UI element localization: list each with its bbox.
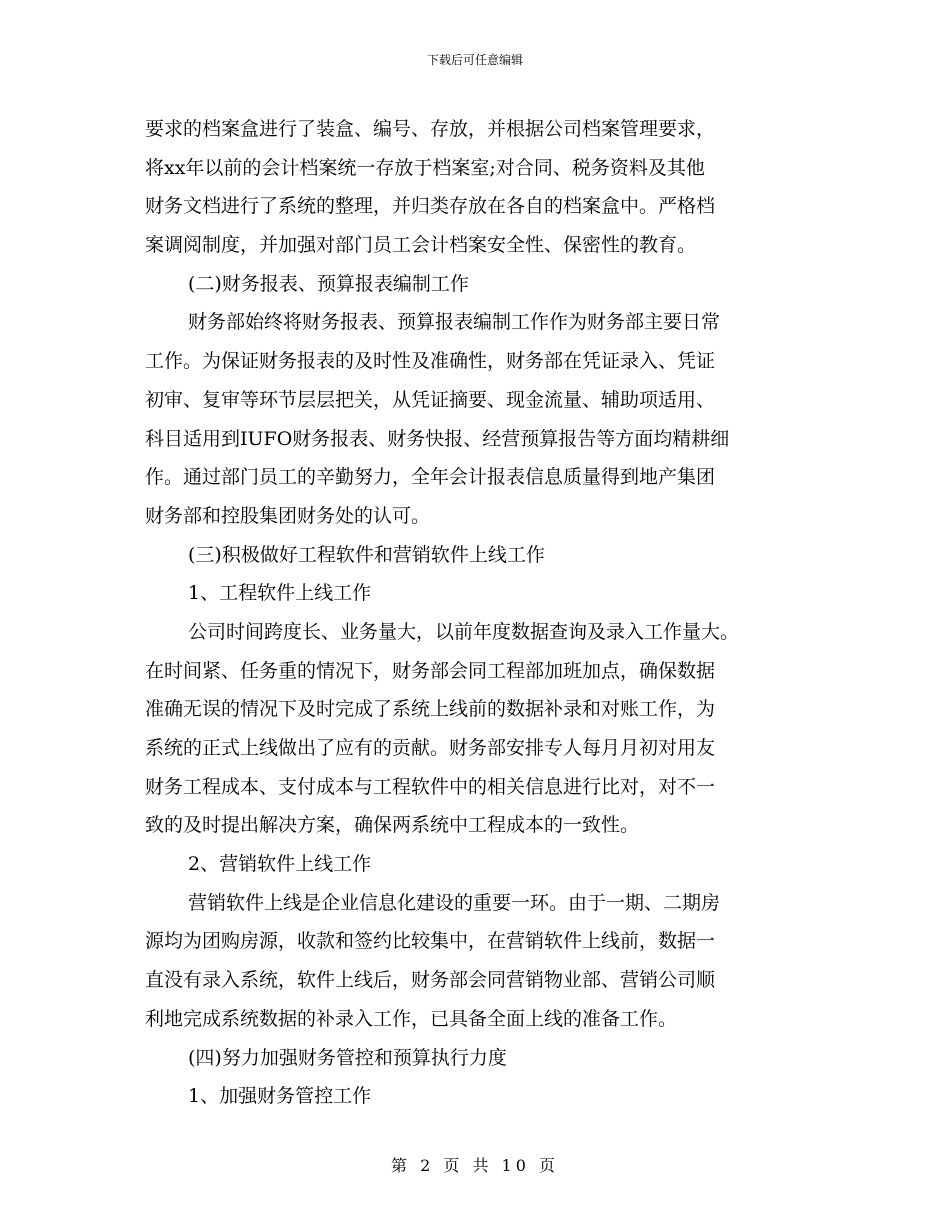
text-line: 1、工程软件上线工作	[188, 582, 372, 605]
text-line: 准确无误的情况下及时完成了系统上线前的数据补录和对账工作，为	[145, 698, 716, 721]
text-line: 系统的正式上线做出了应有的贡献。财务部安排专人每月月初对用友	[145, 737, 716, 759]
text-line: 营销软件上线是企业信息化建设的重要一环。由于一期、二期房	[188, 891, 721, 914]
text-line: 公司时间跨度长、业务量大，以前年度数据查询及录入工作量大。	[188, 620, 740, 643]
text-line: 在时间紧、任务重的情况下，财务部会同工程部加班加点，确保数据	[145, 659, 716, 682]
text-line: 财务部始终将财务报表、预算报表编制工作作为财务部主要日常	[188, 311, 721, 334]
text-line: 科目适用到IUFO财务报表、财务快报、经营预算报告等方面均精耕细	[145, 427, 730, 450]
text-line: 直没有录入系统，软件上线后，财务部会同营销物业部、营销公司顺	[145, 969, 716, 992]
text-line: 财务部和控股集团财务处的认可。	[145, 504, 431, 527]
text-line: (二)财务报表、预算报表编制工作	[188, 272, 469, 295]
text-line: 工作。为保证财务报表的及时性及准确性，财务部在凭证录入、凭证	[145, 350, 716, 373]
text-line: 财务文档进行了系统的整理，并归类存放在各自的档案盒中。严格档	[145, 195, 716, 218]
text-line: 作。通过部门员工的辛勤努力，全年会计报表信息质量得到地产集团	[145, 466, 716, 489]
text-line: 要求的档案盒进行了装盒、编号、存放，并根据公司档案管理要求，	[145, 118, 716, 140]
page-header: 下载后可任意编辑	[426, 53, 523, 67]
text-line: 2、营销软件上线工作	[188, 853, 372, 876]
text-line: 1、加强财务管控工作	[188, 1085, 372, 1108]
text-line: 致的及时提出解决方案，确保两系统中工程成本的一致性。	[145, 814, 640, 837]
text-line: 初审、复审等环节层层把关，从凭证摘要、现金流量、辅助项适用、	[145, 388, 716, 411]
text-line: 案调阅制度，并加强对部门员工会计档案安全性、保密性的教育。	[145, 234, 697, 257]
text-line: 源均为团购房源，收款和签约比较集中，在营销软件上线前，数据一	[145, 930, 716, 953]
page-footer: 第 2 页 共 10 页	[391, 1156, 559, 1175]
text-line: 财务工程成本、支付成本与工程软件中的相关信息进行比对，对不一	[145, 775, 716, 798]
text-line: 将xx年以前的会计档案统一存放于档案室;对合同、税务资料及其他	[145, 156, 705, 179]
document-body	[145, 110, 807, 1116]
text-line: (四)努力加强财务管控和预算执行力度	[188, 1046, 507, 1069]
text-line: 利地完成系统数据的补录入工作，已具备全面上线的准备工作。	[145, 1007, 678, 1030]
text-line: (三)积极做好工程软件和营销软件上线工作	[188, 543, 545, 566]
